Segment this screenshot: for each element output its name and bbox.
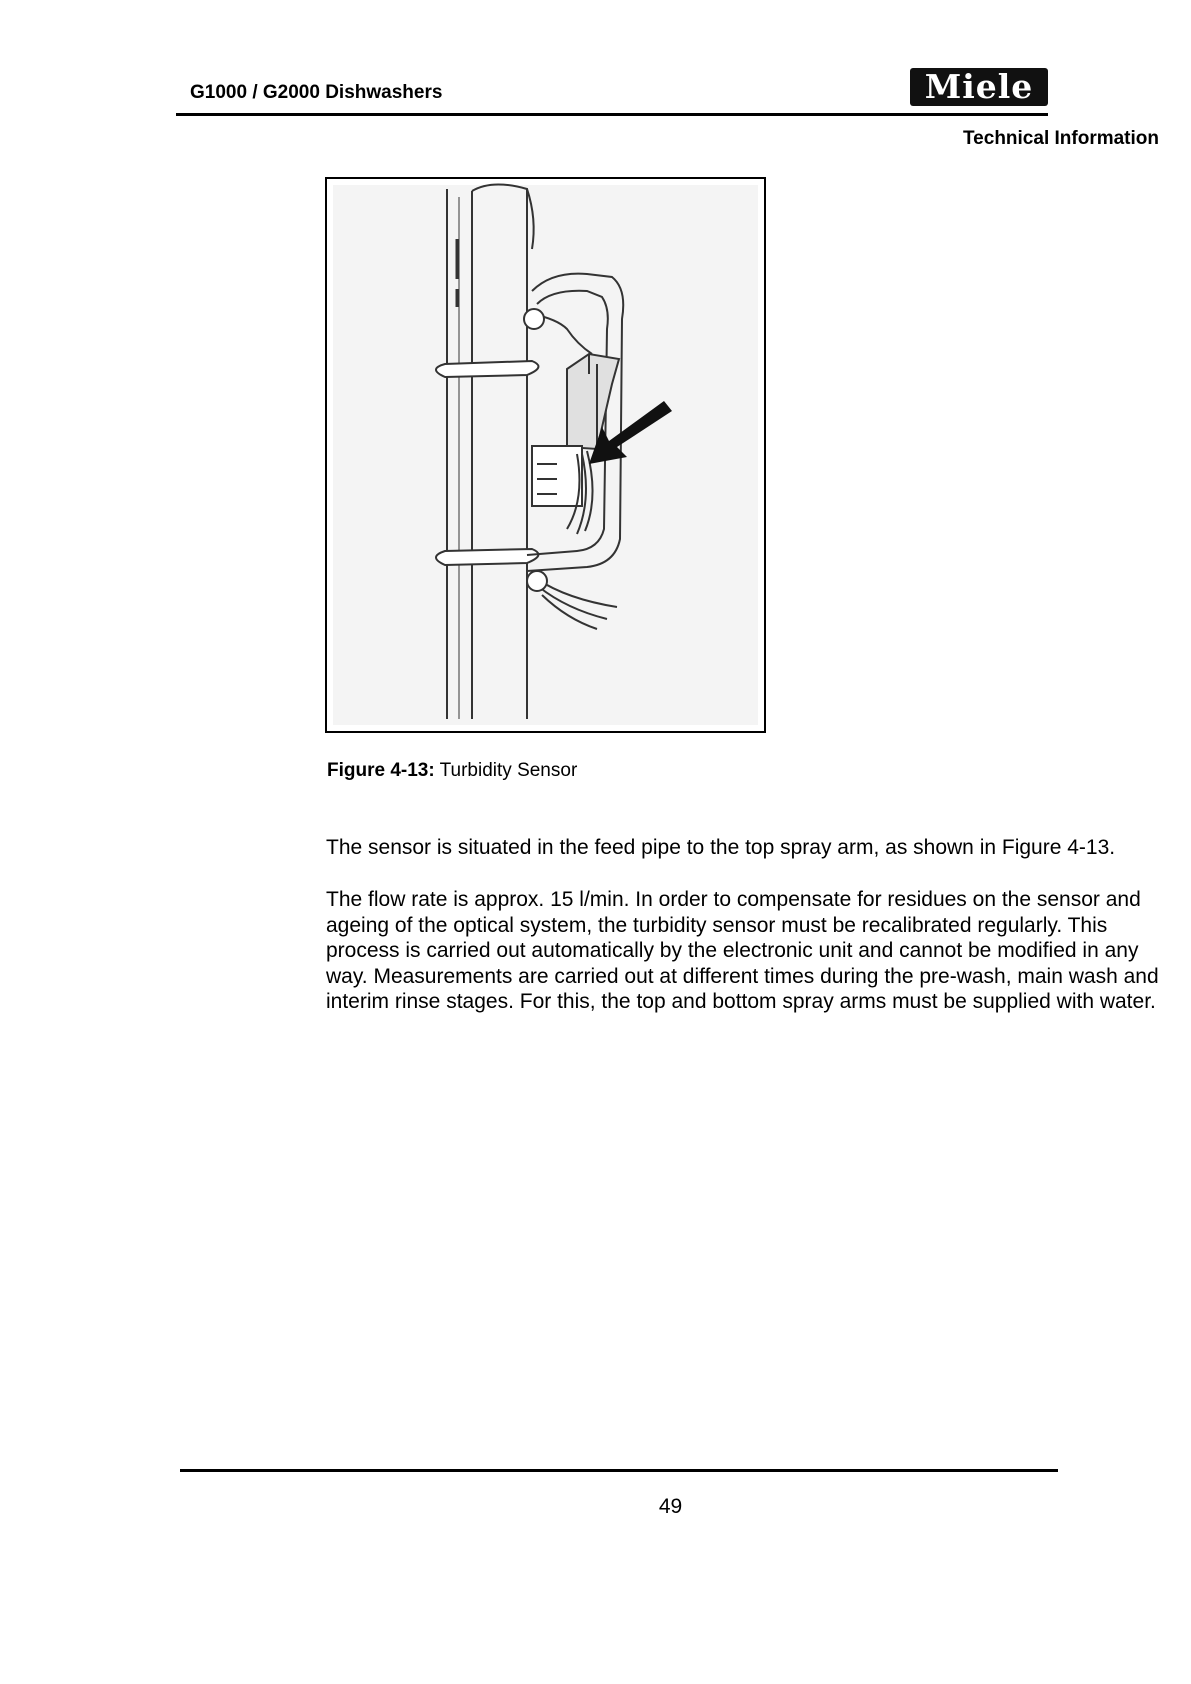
page-number: 49 [658,1495,683,1518]
header-rule [176,113,1048,116]
section-label: Technical Information [962,128,1159,149]
figure-caption-text: Turbidity Sensor [434,760,578,781]
figure-caption [327,760,577,782]
footer-rule [180,1469,1058,1472]
figure-turbidity-sensor [325,177,766,733]
figure-caption-label: Figure 4-13: [327,760,435,781]
miele-logo: Miele [910,68,1048,106]
document-title: G1000 / G2000 Dishwashers [190,82,443,103]
turbidity-sensor-illustration [327,179,764,731]
body-paragraph: The flow rate is approx. 15 l/min. In order to compensate for residues on the sensor and ageing of the optical system, the turbidity sensor must be recalibrated regularly. This process is carried out automatically by the electronic unit and cannot be modified in any way. Measurements are carried out at different times during the pre-wash, main wash and interim rinse stages. For this, the top and bottom spray arms must be supplied with water. [326,888,1159,1013]
body-paragraph: The sensor is situated in the feed pipe to the top spray arm, as shown in Figure 4-13. [326,836,1116,859]
